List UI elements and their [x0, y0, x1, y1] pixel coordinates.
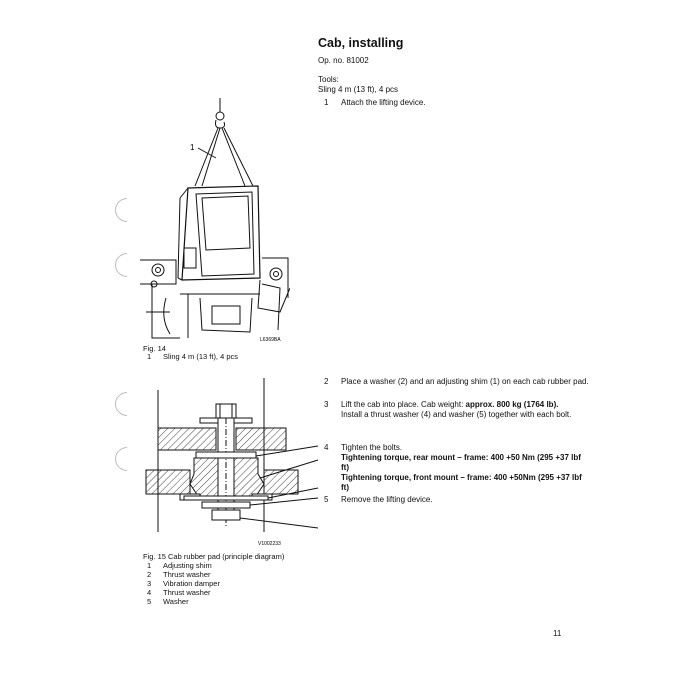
legend-num: 1: [147, 352, 152, 361]
torque-front: Tightening torque, front mount – frame: 400 +50Nm (295 +37 lbf ft): [341, 473, 582, 492]
fig14-code: L6369BA: [260, 337, 281, 343]
page-number: 11: [553, 629, 562, 638]
binder-hole-4: [110, 442, 144, 476]
step-text: Place a washer (2) and an adjusting shim (1) on each cab rubber pad.: [341, 377, 589, 386]
binder-hole-1: [110, 193, 144, 227]
legend-label: Washer: [163, 597, 189, 606]
step-text-block: [341, 400, 591, 420]
legend-num: 2: [147, 570, 152, 579]
step-number: 5: [324, 495, 329, 504]
step-text-secondary: Install a thrust washer (4) and washer (5) together with each bolt.: [341, 410, 572, 419]
legend-label: Thrust washer: [163, 588, 211, 597]
legend-num: 5: [147, 597, 152, 606]
torque-rear: Tightening torque, rear mount – frame: 400 +50 Nm (295 +37 lbf ft): [341, 453, 581, 472]
legend-label: Adjusting shim: [163, 561, 212, 570]
legend-label: Vibration damper: [163, 579, 220, 588]
legend-num: 3: [147, 579, 152, 588]
fig15-caption: Fig. 15 Cab rubber pad (principle diagram): [143, 552, 285, 561]
step-text-block: [341, 443, 591, 493]
step-number: 4: [324, 443, 329, 452]
tools-label: Tools:: [318, 75, 339, 84]
page-title: Cab, installing: [318, 36, 404, 50]
legend-num: 4: [147, 588, 152, 597]
legend-num: 1: [147, 561, 152, 570]
fig15-code: V1002233: [258, 541, 281, 547]
step-number: 1: [324, 98, 329, 107]
fig14-cab-lifting-illustration: [140, 98, 290, 346]
tools-block: [318, 75, 398, 95]
legend-label: Sling 4 m (13 ft), 4 pcs: [163, 352, 239, 361]
binder-hole-2: [110, 248, 144, 282]
step-text: Lift the cab into place. Cab weight:: [341, 400, 466, 409]
binder-hole-3: [110, 387, 144, 421]
step-number: 2: [324, 377, 329, 386]
operation-number: Op. no. 81002: [318, 56, 369, 65]
step-text: Attach the lifting device.: [341, 98, 426, 107]
tools-item: Sling 4 m (13 ft), 4 pcs: [318, 85, 399, 94]
legend-label: Thrust washer: [163, 570, 211, 579]
step-number: 3: [324, 400, 329, 409]
fig14-callout: 1: [190, 143, 195, 152]
step-text: Tighten the bolts.: [341, 443, 403, 452]
cab-weight: approx. 800 kg (1764 lb).: [465, 400, 559, 409]
fig15-rubber-pad-diagram: [140, 378, 320, 548]
fig14-caption: Fig. 14: [143, 344, 166, 353]
step-text: Remove the lifting device.: [341, 495, 433, 504]
